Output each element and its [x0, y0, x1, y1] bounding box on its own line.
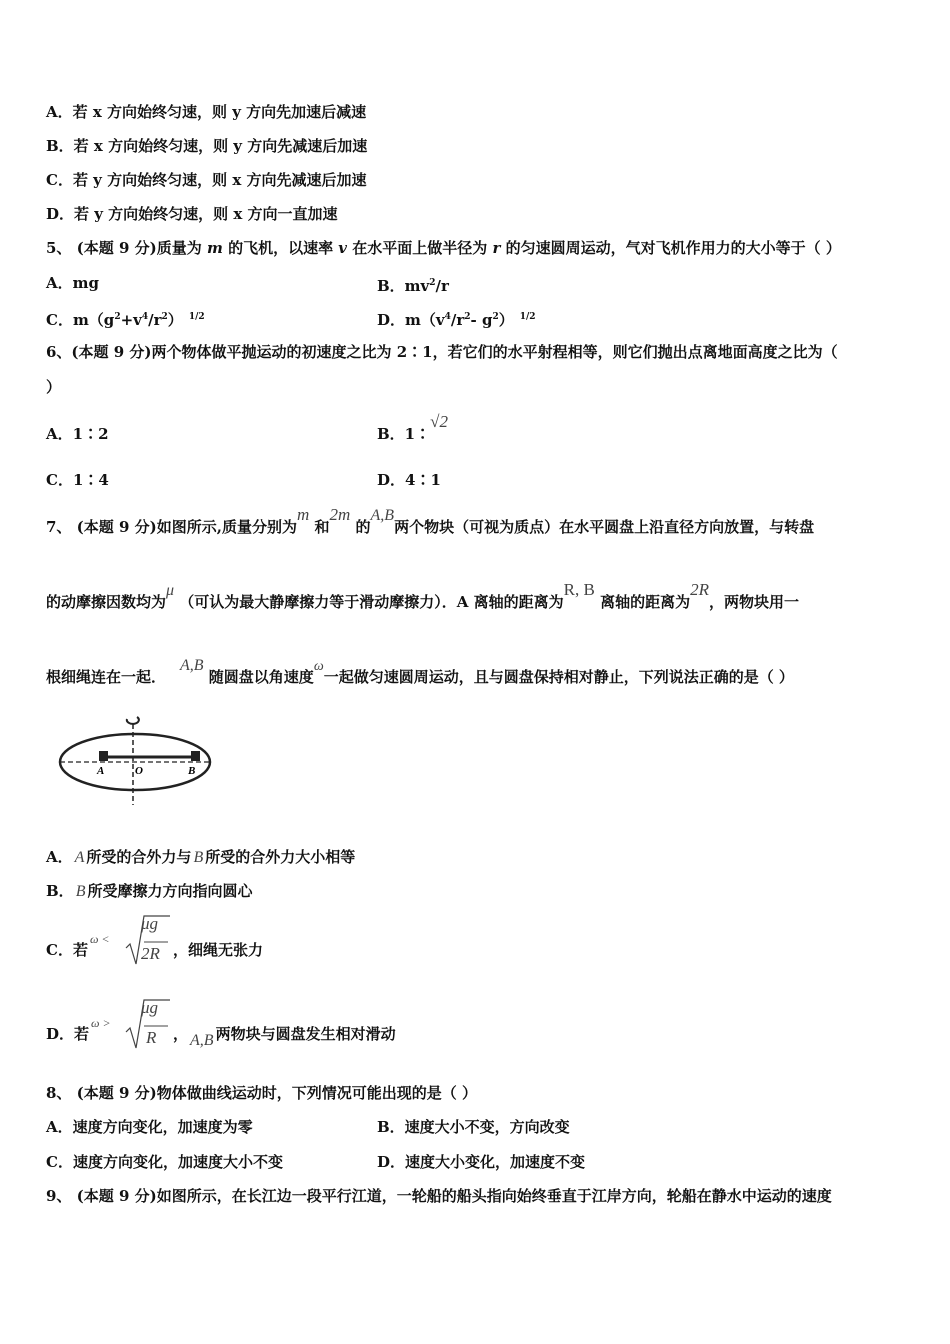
q7-stem-line3: 根细绳连在一起．A,B 随圆盘以角速度ω一起做匀速圆周运动，且与圆盘保持相对静止，下列说法正确的是（ ）	[46, 657, 794, 686]
label-b: B	[188, 765, 196, 777]
q7-d-denominator: R	[146, 1028, 157, 1047]
q7-option-d: D．若$^{\omega >}$	[46, 1016, 111, 1043]
block-b	[191, 751, 200, 761]
label-o: O	[135, 765, 143, 777]
q7-option-c-tail: ，细绳无张力	[173, 941, 264, 959]
q6-stem-line2: ）	[46, 378, 62, 396]
q7-stem-line2: 的动摩擦因数均为μ （可认为最大静摩擦力等于滑动摩擦力）．A 离轴的距离为R, B 离轴的距离为2R，两物块用一	[46, 580, 799, 611]
q8-option-b: B．速度大小不变，方向改变	[377, 1118, 570, 1136]
q4-option-d: D．若 y 方向始终匀速，则 x 方向一直加速	[46, 205, 338, 223]
q8-option-c: C．速度方向变化，加速度大小不变	[46, 1153, 283, 1171]
q4-option-c: C．若 y 方向始终匀速，则 x 方向先减速后加速	[46, 171, 367, 189]
q7-option-a: A． A 所受的合外力与 B 所受的合外力大小相等	[46, 848, 356, 866]
q9-stem: 9、 (本题 9 分)如图所示，在长江边一段平行江道，一轮船的船头指向始终垂直于江岸方向，轮船在静水中运动的速度	[46, 1187, 832, 1205]
q7-option-b: B． B 所受摩擦力方向指向圆心	[46, 882, 253, 900]
q7-d-numerator: μg	[141, 998, 159, 1017]
q4-option-a: A．若 x 方向始终匀速，则 y 方向先加速后减速	[46, 103, 367, 121]
q5-stem: 5、 (本题 9 分)质量为 m 的飞机，以速率 v 在水平面上做半径为 r 的匀速圆周运动，气对飞机作用力的大小等于（ ）	[46, 239, 841, 257]
block-a	[99, 751, 108, 761]
q7-c-numerator: μg	[141, 914, 159, 933]
q7-stem-line1: 7、 (本题 9 分)如图所示,质量分别为m 和2m 的A,B两个物块（可视为质点）在水平圆盘上沿直径方向放置，与转盘	[46, 505, 815, 536]
q7-option-d-tail: ， A,B 两物块与圆盘发生相对滑动	[173, 1025, 396, 1049]
q7-option-c: C．若$^{\omega <}$	[46, 932, 110, 959]
q4-option-b: B．若 x 方向始终匀速，则 y 方向先减速后加速	[46, 137, 368, 155]
q6-option-c: C．1∶4	[46, 471, 109, 489]
q7-c-denominator: 2R	[141, 944, 160, 963]
q6-option-a: A．1∶2	[46, 425, 109, 443]
q5-option-c: C．$m(g^2+v^4/r^2)$ $^{1/2}$	[46, 311, 205, 329]
q6-stem-line1: 6、(本题 9 分)两个物体做平抛运动的初速度之比为 2∶1，若它们的水平射程相等，则它们抛出点离地面高度之比为（	[46, 343, 838, 361]
rotating-disk-figure	[55, 712, 220, 807]
label-a: A	[97, 765, 105, 777]
rotation-arrow-icon	[127, 717, 139, 724]
q8-option-a: A．速度方向变化，加速度为零	[46, 1118, 253, 1136]
q5-option-b: B．$mv^2/r$	[377, 277, 449, 295]
q5-option-a: A．mg	[46, 274, 99, 292]
q5-option-d: D．$m(v^4/r^2-$ $g^2$） $^{1/2}$	[377, 311, 536, 329]
q8-option-d: D．速度大小变化，加速度不变	[377, 1153, 586, 1171]
q6-option-b: B．1∶√2	[377, 412, 448, 443]
q6-option-d: D．4∶1	[377, 471, 441, 489]
q8-stem: 8、 (本题 9 分)物体做曲线运动时，下列情况可能出现的是（ ）	[46, 1084, 477, 1102]
